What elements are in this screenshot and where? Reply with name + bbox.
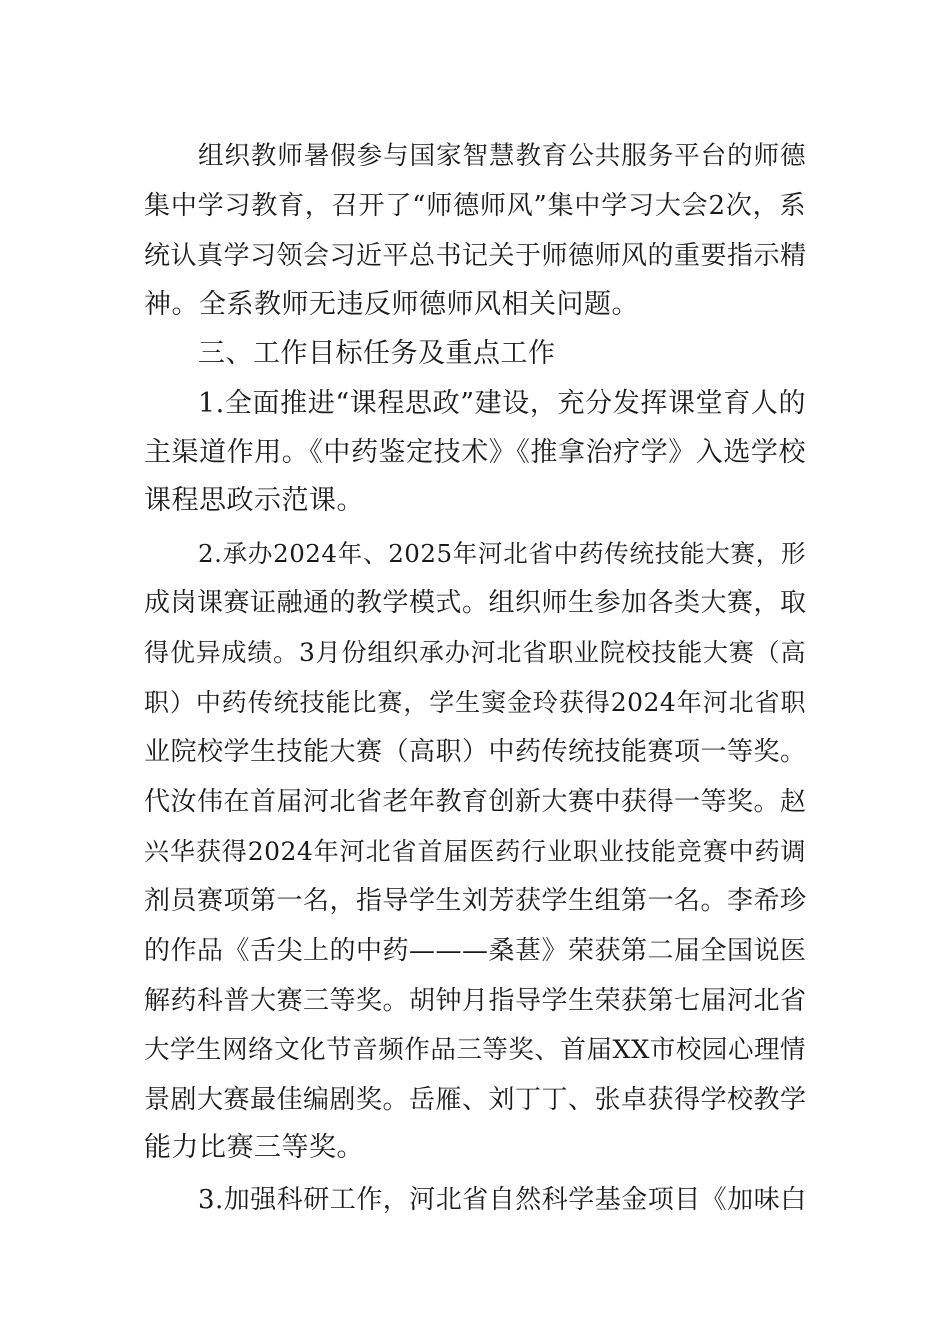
paragraph-line: 剂员赛项第一名，指导学生刘芳获学生组第一名。李希珍: [144, 886, 807, 916]
paragraph-line: 的作品《舌尖上的中药———桑葚》荣获第二届全国说医: [144, 936, 807, 966]
paragraph-line: 业院校学生技能大赛（高职）中药传统技能赛项一等奖。: [144, 737, 807, 767]
paragraph-line: 3.加强科研工作，河北省自然科学基金项目《加味白: [198, 1185, 807, 1215]
paragraph-line: 集中学习教育，召开了“师德师风”集中学习大会2次，系: [144, 191, 806, 221]
paragraph-line: 主渠道作用。《中药鉴定技术》《推拿治疗学》入选学校: [144, 437, 806, 468]
paragraph-line: 成岗课赛证融通的教学模式。组织师生参加各类大赛，取: [144, 588, 807, 618]
paragraph-line: 统认真学习领会习近平总书记关于师德师风的重要指示精: [144, 241, 807, 271]
paragraph-line: 2.承办2024年、2025年河北省中药传统技能大赛，形: [198, 539, 806, 568]
paragraph-line: 课程思政示范课。: [144, 485, 364, 516]
paragraph-line: 能力比赛三等奖。: [144, 1132, 364, 1163]
paragraph-line: 神。全系教师无违反师德师风相关问题。: [144, 289, 639, 320]
paragraph-line: 大学生网络文化节音频作品三等奖、首届XX市校园心理情: [144, 1035, 806, 1065]
paragraph-line: 职）中药传统技能比赛，学生窦金玲获得2024年河北省职: [144, 688, 806, 717]
paragraph-line: 景剧大赛最佳编剧奖。岳雁、刘丁丁、张卓获得学校教学: [144, 1085, 807, 1115]
paragraph-line: 代汝伟在首届河北省老年教育创新大赛中获得一等奖。赵: [144, 787, 807, 817]
paragraph-line: 组织教师暑假参与国家智慧教育公共服务平台的师德: [198, 141, 806, 171]
section-heading: 三、工作目标任务及重点工作: [198, 338, 556, 369]
paragraph-line: 解药科普大赛三等奖。胡钟月指导学生荣获第七届河北省: [144, 986, 807, 1016]
paragraph-line: 兴华获得2024年河北省首届医药行业职业技能竞赛中药调: [144, 837, 806, 866]
paragraph-line: 1.全面推进“课程思政”建设，充分发挥课堂育人的: [198, 388, 806, 419]
paragraph-line: 得优异成绩。3月份组织承办河北省职业院校技能大赛（高: [144, 638, 806, 667]
